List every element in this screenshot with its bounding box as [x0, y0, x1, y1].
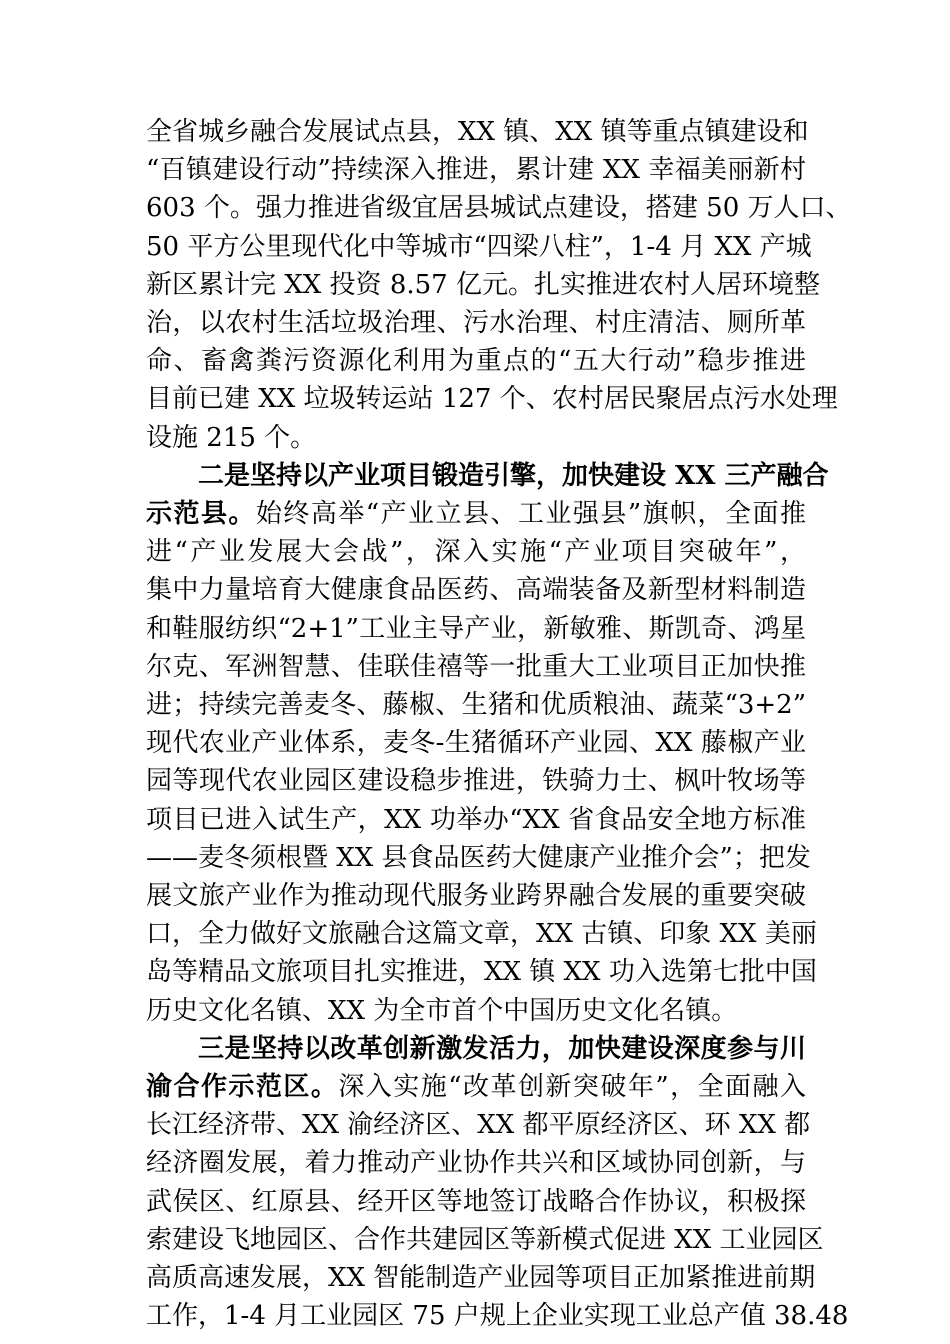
text-line: 全省城乡融合发展试点县，XX 镇、XX 镇等重点镇建设和: [146, 117, 809, 147]
text-line: 口，全力做好文旅融合这篇文章，XX 古镇、印象 XX 美丽: [146, 919, 817, 950]
text-line: 历史文化名镇、XX 为全市首个中国历史文化名镇。: [146, 995, 738, 1026]
text-line: 武侯区、红原县、经开区等地签订战略合作协议，积极探: [146, 1186, 806, 1217]
text-line: ——麦冬须根暨 XX 县食品医药大健康产业推介会”；把发: [146, 842, 811, 873]
document-body: [146, 113, 852, 1336]
text-line: 工作，1-4 月工业园区 75 户规上企业实现工业总产值 38.48: [146, 1301, 849, 1332]
section-heading-line: 三是坚持以改革创新激发活力，加快建设深度参与川: [198, 1033, 806, 1064]
text-line: 治，以农村生活垃圾治理、污水治理、村庄清洁、厕所革: [146, 308, 806, 339]
text-line: 设施 215 个。: [146, 422, 317, 453]
section-heading-end: 渝合作示范区。: [146, 1072, 339, 1103]
text-line: 603 个。强力推进省级宜居县城试点建设，搭建 50 万人口、: [146, 193, 852, 224]
paragraph-reform: [146, 1030, 849, 1336]
text-line: 索建设飞地园区、合作共建园区等新模式促进 XX 工业园区: [146, 1224, 824, 1255]
text-line-rest: 始终高举“产业立县、工业强县”旗帜，全面推: [255, 499, 806, 530]
text-line: 命、畜禽粪污资源化利用为重点的“五大行动”稳步推进: [146, 346, 806, 377]
text-line: [146, 495, 806, 533]
text-line: 目前已建 XX 垃圾转运站 127 个、农村居民聚居点污水处理: [146, 384, 838, 415]
text-line: 现代农业产业体系，麦冬-生猪循环产业园、XX 藤椒产业: [146, 728, 806, 759]
section-heading-end: 示范县。: [146, 499, 256, 530]
text-line: 50 平方公里现代化中等城市“四梁八柱”，1-4 月 XX 产城: [146, 231, 812, 262]
text-line: 园等现代农业园区建设稳步推进，铁骑力士、枫叶牧场等: [146, 766, 806, 797]
text-line: “百镇建设行动”持续深入推进，累计建 XX 幸福美丽新村: [146, 155, 806, 186]
text-line: 尔克、军洲智慧、佳联佳禧等一批重大工业项目正加快推: [146, 651, 806, 682]
text-line: 高质高速发展，XX 智能制造产业园等项目正加紧推进前期: [146, 1263, 816, 1294]
text-line: 展文旅产业作为推动现代服务业跨界融合发展的重要突破: [146, 881, 806, 912]
paragraph-industry: [146, 457, 829, 1030]
paragraph-urban-rural: [146, 113, 852, 457]
text-line: 岛等精品文旅项目扎实推进，XX 镇 XX 功入选第七批中国: [146, 957, 817, 988]
text-line: 集中力量培育大健康食品医药、高端装备及新型材料制造: [146, 575, 806, 606]
text-line-rest: 深入实施“改革创新突破年”，全面融入: [338, 1072, 806, 1103]
text-line: 新区累计完 XX 投资 8.57 亿元。扎实推进农村人居环境整: [146, 269, 820, 300]
text-line: 进；持续完善麦冬、藤椒、生猪和优质粮油、蔬菜“3+2”: [146, 690, 806, 721]
text-line: 进“产业发展大会战”，深入实施“产业项目突破年”，: [146, 537, 806, 568]
text-line: 长江经济带、XX 渝经济区、XX 都平原经济区、环 XX 都: [146, 1110, 811, 1141]
text-line: 项目已进入试生产，XX 功举办“XX 省食品安全地方标准: [146, 804, 806, 835]
text-line: [146, 1068, 806, 1106]
text-line: 和鞋服纺织“2+1”工业主导产业，新敏雅、斯凯奇、鸿星: [146, 613, 806, 644]
section-heading-line: 二是坚持以产业项目锻造引擎，加快建设 XX 三产融合: [198, 460, 829, 491]
text-line: 经济圈发展，着力推动产业协作共兴和区域协同创新，与: [146, 1148, 806, 1179]
